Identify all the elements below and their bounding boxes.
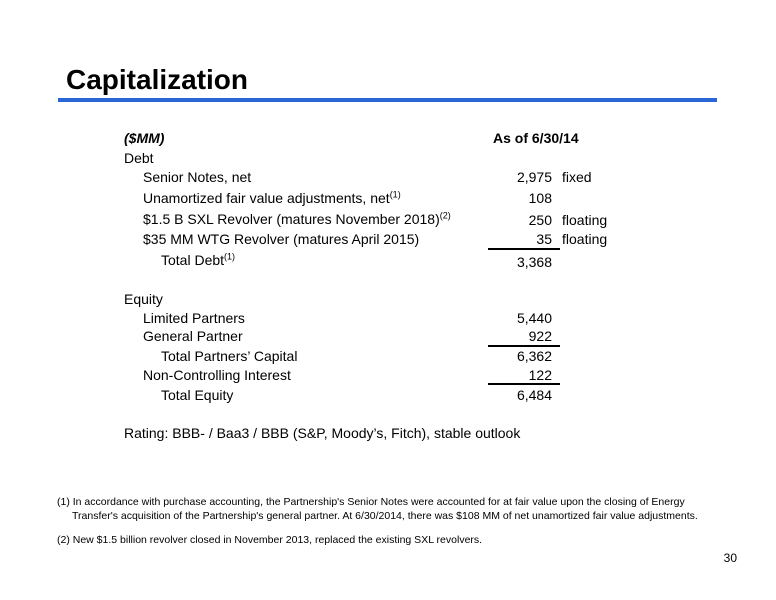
debt-row-value: 108 (528, 190, 552, 206)
debt-row-rate-type: fixed (562, 169, 592, 185)
debt-row-rate-type: floating (562, 212, 608, 228)
equity-row-value: 122 (528, 367, 552, 383)
equity-row-value: 922 (528, 328, 552, 344)
equity-row-label: General Partner (143, 328, 243, 344)
debt-row-value: 2,975 (516, 169, 552, 185)
debt-section-label: Debt (124, 150, 154, 166)
title-underline (58, 98, 717, 102)
date-header: As of 6/30/14 (493, 130, 579, 146)
debt-row-label: Senior Notes, net (143, 169, 252, 185)
footnote-1-line-1: (1) In accordance with purchase accounting, the Partnership's Senior Notes were accounted for at fair value upon the closing of Energy (57, 496, 685, 508)
page-number: 30 (723, 551, 737, 565)
equity-section-label: Equity (124, 291, 163, 307)
subtotal-rule (488, 248, 560, 250)
debt-row-value: 250 (528, 212, 552, 228)
equity-row-label: Limited Partners (143, 310, 245, 326)
debt-row-label: $35 MM WTG Revolver (matures April 2015) (143, 231, 420, 247)
credit-rating: Rating: BBB- / Baa3 / BBB (S&P, Moody’s, Fitch), stable outlook (124, 425, 521, 441)
equity-row-label: Non-Controlling Interest (143, 367, 291, 383)
footnote-2: (2) New $1.5 billion revolver closed in November 2013, replaced the existing SXL revolvers. (57, 534, 483, 546)
total-equity-value: 6,484 (516, 387, 552, 403)
footnote-ref: (1) (224, 251, 236, 262)
total-debt-value: 3,368 (516, 254, 552, 270)
debt-row-value: 35 (536, 231, 552, 247)
units-header: ($MM) (124, 130, 165, 146)
subtotal-rule (488, 383, 560, 385)
total-partners-capital-label: Total Partners’ Capital (161, 348, 298, 364)
subtotal-rule (488, 345, 560, 347)
debt-row-rate-type: floating (562, 231, 608, 247)
footnote-ref: (1) (389, 189, 401, 200)
footnote-ref: (2) (439, 210, 451, 221)
total-partners-capital-value: 6,362 (516, 348, 552, 364)
total-debt-label: Total Debt$^{(1)}$ (161, 251, 236, 268)
total-equity-label: Total Equity (161, 387, 234, 403)
debt-row-label: Unamortized fair value adjustments, net$^{(1)}$ (143, 189, 401, 206)
slide-title: Capitalization (66, 64, 249, 95)
equity-row-value: 5,440 (516, 310, 552, 326)
footnote-1-line-2: Transfer's acquisition of the Partnership's general partner. At 6/30/2014, there was $108 MM of net unamortized fair value adjustments. (72, 510, 698, 522)
debt-row-label: $1.5 B SXL Revolver (matures November 2018)$^{(2)}$ (143, 210, 451, 227)
